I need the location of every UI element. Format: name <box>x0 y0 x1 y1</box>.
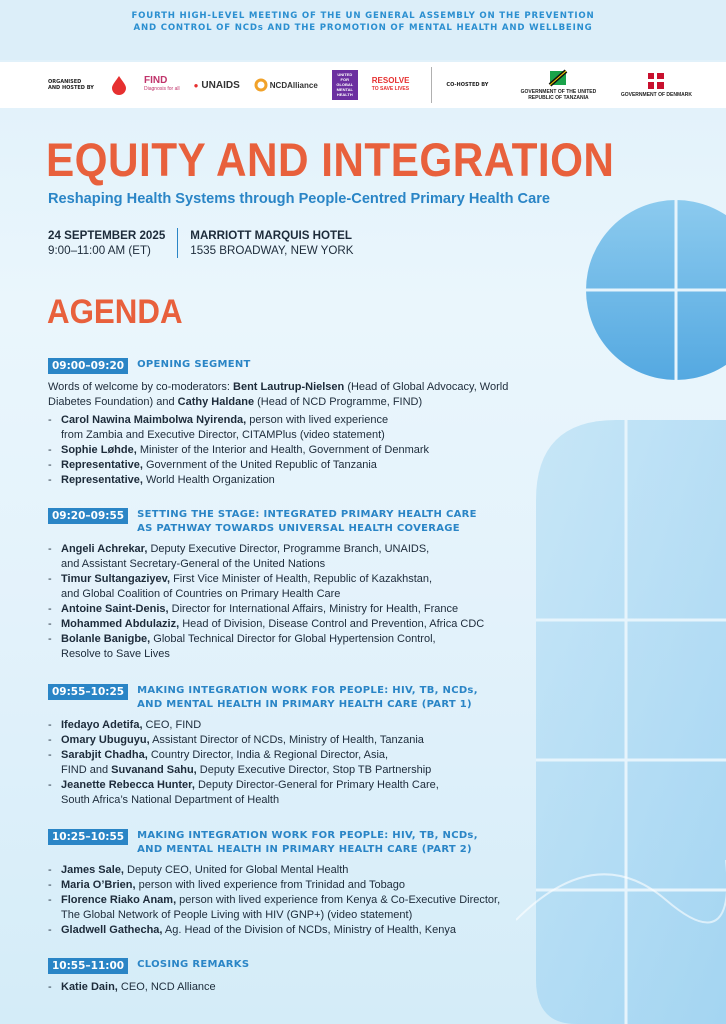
time-badge: 10:55–11:00 <box>48 958 128 974</box>
agenda-section-setting-the-stage <box>48 508 548 662</box>
list-item: - Jeanette Rebecca Hunter, Deputy Director-General for Primary Health Care, South Africa’s National Department of Health <box>48 779 439 806</box>
list-item: - Sarabjit Chadha, Country Director, India & Regional Director, Asia, FIND and Suvanand Sahu, Deputy Executive Director, Stop TB Partnership <box>48 749 432 776</box>
section-title: MAKING INTEGRATION WORK FOR PEOPLE: HIV, TB, NCDs, AND MENTAL HEALTH IN PRIMARY HEALTH CARE (PART 1) <box>137 685 478 710</box>
united-for-global-mental-health-logo: UNITED FOR GLOBAL MENTAL HEALTH <box>332 70 358 100</box>
ncd-alliance-logo: NCDAlliance <box>254 78 318 92</box>
cohosted-label: CO-HOSTED BY <box>446 82 489 88</box>
event-venue: MARRIOTT MARQUIS HOTEL <box>190 229 352 242</box>
logo-divider <box>431 67 432 103</box>
section-title: SETTING THE STAGE: INTEGRATED PRIMARY HEALTH CARE AS PATHWAY TOWARDS UNIVERSAL HEALTH COVERAGE <box>137 509 477 534</box>
agenda-heading: AGENDA <box>47 293 183 331</box>
speaker-list <box>48 863 548 938</box>
list-item: - James Sale, Deputy CEO, United for Global Mental Health <box>48 864 349 876</box>
list-item: - Representative, Government of the United Republic of Tanzania <box>48 459 377 471</box>
agenda-section-integration-part-2 <box>48 829 548 938</box>
list-item: - Ifedayo Adetifa, CEO, FIND <box>48 719 202 731</box>
world-diabetes-foundation-logo <box>108 74 130 96</box>
time-badge: 09:55–10:25 <box>48 684 128 700</box>
section-title: MAKING INTEGRATION WORK FOR PEOPLE: HIV, TB, NCDs, AND MENTAL HEALTH IN PRIMARY HEALTH CARE (PART 2) <box>137 830 478 855</box>
time-badge: 09:00–09:20 <box>48 358 128 374</box>
banner-line-2: AND CONTROL OF NCDs AND THE PROMOTION OF MENTAL HEALTH AND WELLBEING <box>133 23 593 33</box>
unaids-logo: ● UNAIDS <box>193 79 240 91</box>
list-item: - Timur Sultangaziyev, First Vice Minister of Health, Republic of Kazakhstan, and Global Coalition of Countries on Primary Health Care <box>48 573 433 600</box>
list-item: - Antoine Saint-Denis, Director for International Affairs, Ministry for Health, France <box>48 603 459 615</box>
globe-icon: ● <box>193 80 199 90</box>
time-badge: 09:20–09:55 <box>48 508 128 524</box>
list-item: - Angeli Achrekar, Deputy Executive Director, Programme Branch, UNAIDS, and Assistant Secretary-General of the United Nations <box>48 543 430 570</box>
list-item: - Maria O’Brien, person with lived experience from Trinidad and Tobago <box>48 879 406 891</box>
speaker-list <box>48 413 548 488</box>
list-item: - Mohammed Abdulaziz, Head of Division, Disease Control and Prevention, Africa CDC <box>48 618 485 630</box>
resolve-to-save-lives-logo: RESOLVE TO SAVE LIVES <box>371 76 410 92</box>
list-item: - Florence Riako Anam, person with lived experience from Kenya & Co-Executive Director, The Global Network of People Living with HIV (GNP+) (video statement) <box>48 894 501 921</box>
tanzania-emblem-icon <box>548 69 568 87</box>
meeting-banner <box>0 0 726 60</box>
logo-strip <box>0 62 726 108</box>
section-title: OPENING SEGMENT <box>137 359 251 370</box>
list-item: - Bolanle Banigbe, Global Technical Director for Global Hypertension Control, Resolve to Save Lives <box>48 633 436 660</box>
agenda-section-integration-part-1 <box>48 684 548 808</box>
info-divider <box>177 228 178 258</box>
section-intro: Words of welcome by co-moderators: Bent Lautrup-Nielsen (Head of Global Advocacy, World Diabetes Foundation) and Cathy Haldane (Head of NCD Programme, FIND) <box>48 381 509 408</box>
denmark-emblem-icon <box>646 72 666 90</box>
find-logo: FIND Diagnosis for all <box>144 75 180 92</box>
list-item: - Carol Nawina Maimbolwa Nyirenda, person with lived experience from Zambia and Executive Director, CITAMPlus (video statement) <box>48 414 389 441</box>
banner-line-1: FOURTH HIGH-LEVEL MEETING OF THE UN GENERAL ASSEMBLY ON THE PREVENTION <box>131 11 595 21</box>
speaker-list <box>48 980 548 995</box>
agenda-section-opening <box>48 358 548 488</box>
agenda-section-closing <box>48 958 548 995</box>
event-date: 24 SEPTEMBER 2025 <box>48 229 166 242</box>
denmark-logo: GOVERNMENT OF DENMARK <box>614 72 698 98</box>
event-time: 9:00–11:00 AM (ET) <box>48 244 151 257</box>
list-item: - Gladwell Gathecha, Ag. Head of the Division of NCDs, Ministry of Health, Kenya <box>48 924 456 936</box>
time-badge: 10:25–10:55 <box>48 829 128 845</box>
list-item: - Representative, World Health Organization <box>48 474 275 486</box>
speaker-list <box>48 542 548 662</box>
event-info <box>48 228 354 258</box>
event-address: 1535 BROADWAY, NEW YORK <box>190 244 354 257</box>
list-item: - Sophie Løhde, Minister of the Interior and Health, Government of Denmark <box>48 444 430 456</box>
page-title: EQUITY AND INTEGRATION <box>46 133 615 186</box>
list-item: - Omary Ubuguyu, Assistant Director of NCDs, Ministry of Health, Tanzania <box>48 734 424 746</box>
page-subtitle: Reshaping Health Systems through People-Centred Primary Health Care <box>48 191 550 207</box>
speaker-list <box>48 718 548 808</box>
event-location <box>190 228 353 258</box>
section-title: CLOSING REMARKS <box>137 959 250 970</box>
event-datetime <box>48 228 165 258</box>
tanzania-logo: GOVERNMENT OF THE UNITED REPUBLIC OF TANZANIA <box>516 69 600 101</box>
organised-label: ORGANISED AND HOSTED BY <box>48 79 94 91</box>
list-item: - Katie Dain, CEO, NCD Alliance <box>48 981 216 993</box>
ring-icon <box>254 78 268 92</box>
drop-icon <box>108 74 130 96</box>
